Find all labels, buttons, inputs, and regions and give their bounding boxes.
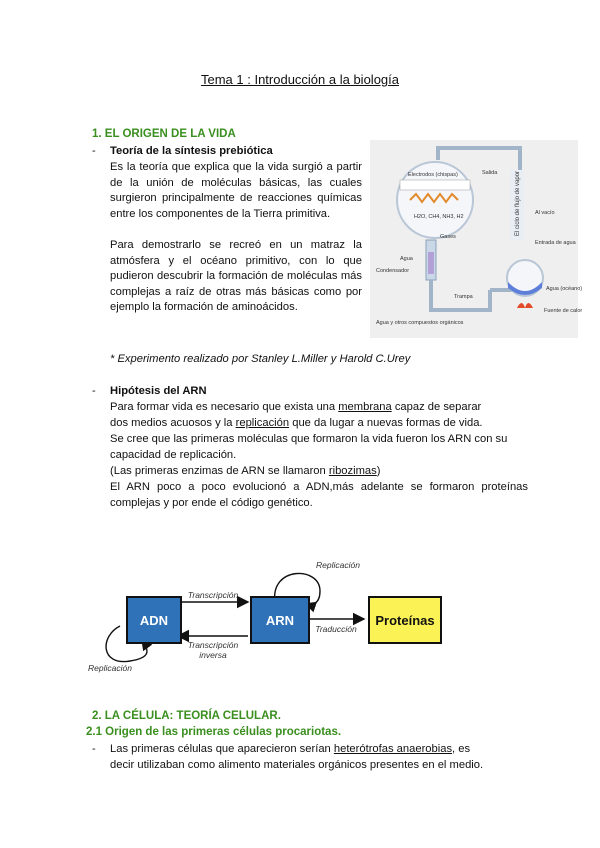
svg-text:Salida: Salida: [482, 170, 498, 176]
bullet2-title: Hipótesis del ARN: [110, 385, 207, 397]
svg-text:Gases: Gases: [440, 234, 456, 240]
svg-text:Fuente de calor: Fuente de calor: [544, 308, 583, 314]
svg-text:Agua y otros compuestos orgáni: Agua y otros compuestos orgánicos: [376, 320, 464, 326]
replicacion-top-label: Replicación: [316, 560, 360, 570]
miller-urey-figure: [370, 140, 583, 338]
svg-text:Electrodos (chispas): Electrodos (chispas): [408, 172, 458, 178]
bullet2-line5: El ARN poco a poco evolucionó a ADN,más adelante se formaron proteínas complejas y por ende el código genético.: [110, 481, 528, 509]
proteinas-box: Proteínas: [368, 596, 442, 644]
transcripcion-label: Transcripción: [187, 590, 239, 600]
bullet1-title: Teoría de la síntesis prebiótica: [110, 145, 273, 157]
traduccion-label: Traducción: [315, 624, 357, 634]
section1-heading: 1. EL ORIGEN DE LA VIDA: [92, 128, 236, 140]
svg-text:H2O, CH4, NH3, H2: H2O, CH4, NH3, H2: [414, 214, 464, 220]
bullet1-para1: Es la teoría que explica que la vida surgió a partir de la unión de moléculas básicas, las cuales surgieron principalmente de reacciones químicas entre los componentes de la Tierra primitiva.: [110, 161, 362, 220]
section2-line1: Las primeras células que aparecieron serían heterótrofas anaerobias, es: [110, 743, 471, 755]
bullet2-line1: Para formar vida es necesario que exista una membrana capaz de separar: [110, 401, 482, 413]
svg-text:Condensador: Condensador: [376, 268, 410, 274]
svg-text:Trampa: Trampa: [454, 294, 473, 300]
page-title: Tema 1 : Introducción a la biología: [200, 72, 399, 87]
arn-box: ARN: [250, 596, 310, 644]
transcripcion-inversa-label-1: Transcripción: [187, 640, 239, 650]
svg-text:Agua: Agua: [400, 256, 413, 262]
transcripcion-inversa-label-2: inversa: [199, 650, 227, 660]
bullet1-para2: Para demostrarlo se recreó en un matraz la atmósfera y el océano primitivo, con lo que pudieron descubrir la formación de moléculas más complejas a raíz de otras más básicas como por ejemplo la formación de aminoácidos.: [110, 239, 362, 313]
section2-subheading: 2.1 Origen de las primeras células procariotas.: [86, 726, 342, 738]
experiment-caption: * Experimento realizado por Stanley L.Miller y Harold C.Urey: [110, 353, 411, 365]
section2-heading: 2. LA CÉLULA: TEORÍA CELULAR.: [92, 710, 281, 722]
bullet-dash: -: [92, 145, 96, 157]
replicacion-bottom-label: Replicación: [88, 663, 132, 673]
svg-text:Agua (océano): Agua (océano): [546, 286, 583, 292]
svg-text:Entrada de agua: Entrada de agua: [535, 240, 576, 246]
svg-text:Al vacío: Al vacío: [535, 210, 555, 216]
bullet-dash: -: [92, 385, 96, 397]
bullet2-line3: Se cree que las primeras moléculas que formaron la vida fueron los ARN con su capacidad de replicación.: [110, 433, 508, 461]
bullet2-line2: dos medios acuosos y la replicación que da lugar a nuevas formas de vida.: [110, 417, 483, 429]
section2-line2: decir utilizaban como alimento materiales orgánicos presentes en el medio.: [110, 759, 484, 771]
bullet2-line4: (Las primeras enzimas de ARN se llamaron ribozimas): [110, 465, 381, 477]
bullet-dash: -: [92, 743, 96, 755]
miller-urey-diagram: [370, 140, 583, 338]
adn-box: ADN: [126, 596, 182, 644]
central-dogma-diagram: [80, 556, 440, 680]
svg-text:El ciclo de flujo de vapor: El ciclo de flujo de vapor: [515, 170, 521, 236]
